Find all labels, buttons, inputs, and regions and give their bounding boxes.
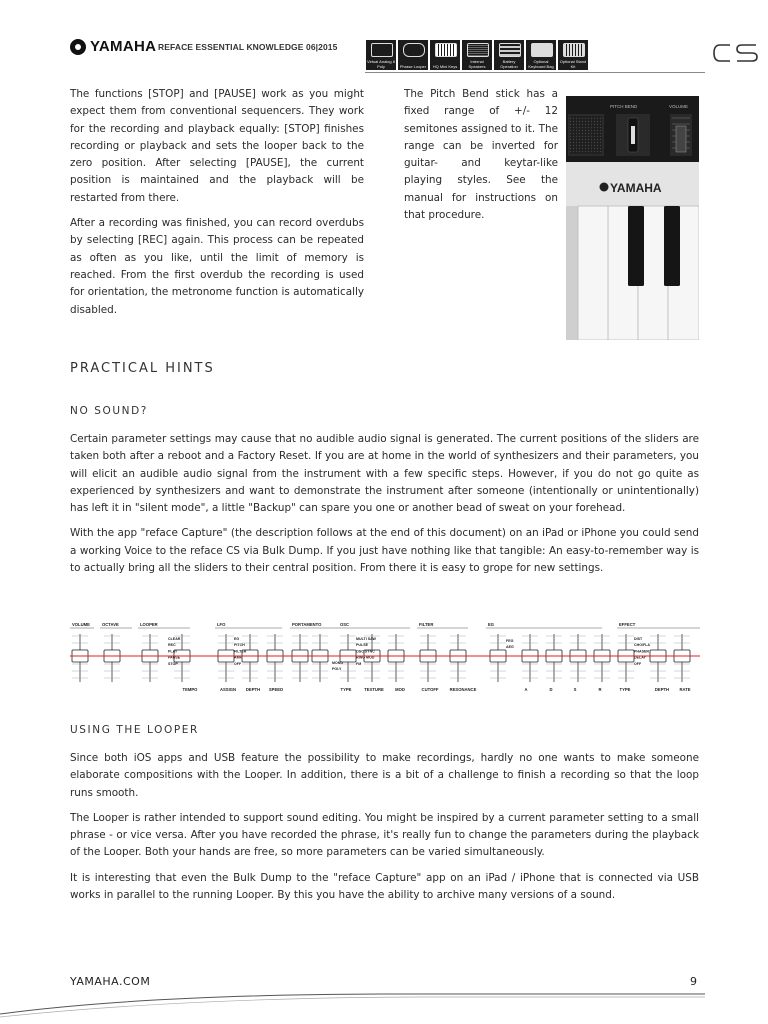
looper-option: CLEAR	[168, 637, 181, 641]
slider-bottom-label: CUTOFF	[421, 687, 439, 692]
slider-bottom-label: TYPE	[340, 687, 352, 692]
slider-bottom-label: MOD	[395, 687, 405, 692]
body-paragraph: The Looper is rather intended to support sound editing. You might be inspired by a current parameter setting to a small phrase - or vice versa. After you have recorded the phrase, it's really fun to change the parameters during the playback of the Looper. Both your hands are free, so more parameters can be varied simultaneously.	[70, 811, 699, 859]
yamaha-brand	[70, 38, 156, 55]
looper-option: STOP	[168, 661, 178, 666]
intro-paragraph: After a recording was finished, you can record overdubs by selecting [REC] again. This process can be repeated as often as you like, until the limit of memory is reached. From the first overdub the recording is used for orientation, the metronome function is automatically disabled.	[70, 217, 364, 316]
slider-bottom-label: RESONANCE	[449, 687, 477, 692]
feature-icons	[366, 40, 588, 70]
loop-icon: Phrase Looper	[398, 40, 428, 70]
waveform-icon: Virtual Analog 8 Poly	[366, 40, 396, 70]
tuning-fork-logo-icon	[70, 39, 86, 55]
footer-site: YAMAHA.COM	[70, 975, 151, 988]
keys-icon: HQ Mini Keys	[430, 40, 460, 70]
slider-bottom-label: TEXTURE	[364, 687, 384, 692]
osc-option: MULTI SAW	[356, 637, 376, 641]
effect-option: CHO/FLA	[634, 643, 650, 648]
slider-bottom-label: S	[573, 687, 577, 692]
document-subtitle: REFACE ESSENTIAL KNOWLEDGE 06|2015	[158, 42, 338, 52]
cs-product-logo	[712, 42, 762, 64]
looper-option: PAUSE	[168, 655, 181, 660]
slider-bottom-label: TEMPO	[182, 687, 198, 692]
photo-brand: YAMAHA	[610, 181, 662, 195]
body-paragraph: With the app "reface Capture" (the description follows at the end of this document) on an iPad or iPhone you could send a working Voice to the reface CS via Bulk Dump. If you just have nothing like that tangible: An easy-to-remember way is to actually bring all the sliders to their central position. From there it is easy to grope for new settings.	[70, 527, 699, 575]
stand-icon: Optional Stand Kit	[558, 40, 588, 70]
lfo-option: AMP	[234, 655, 242, 660]
eg-option: FEG	[506, 639, 514, 643]
body-paragraph: Certain parameter settings may cause that no audible audio signal is generated. The current positions of the sliders are taken both after a reboot and a Factory Reset. If you are at home in the world of synthesizers and their parameters, you will elicit an audible audio signal from the instrument with a few specific steps. However, if you do not go quite as experienced by synthesizers and want to demonstrate the instrument after someone (intentionally or unintentionally) has left it in "silent mode", a little "Backup" can spare you one or another bead of sweat on your forehead.	[70, 433, 699, 515]
slider-panel-diagram	[70, 620, 700, 694]
slider-bottom-label: TYPE	[619, 687, 631, 692]
effect-option: DIST	[634, 637, 643, 641]
synth-photo	[566, 96, 699, 340]
panel-section-label: LOOPER	[140, 622, 158, 627]
volume-label: VOLUME	[669, 104, 689, 109]
osc-option: RING MOD	[356, 655, 375, 660]
lfo-option: EG	[234, 637, 240, 641]
bag-icon: Optional Keyboard Bag	[526, 40, 556, 70]
panel-section-label: LFO	[217, 622, 226, 627]
lfo-option: PITCH	[234, 643, 245, 648]
slider-bottom-label: ASSIGN	[219, 687, 237, 692]
slider-bottom-label: A	[524, 687, 528, 692]
slider-bottom-label: R	[598, 687, 602, 692]
no-sound-text	[70, 431, 699, 585]
panel-section-label: OCTAVE	[102, 622, 119, 627]
battery-icon: Battery Operation	[494, 40, 524, 70]
section-title-practical-hints: PRACTICAL HINTS	[70, 361, 215, 376]
looper-option: PLAY	[168, 649, 178, 654]
osc-option: OSC SYNC	[356, 649, 375, 654]
osc-option: FM	[356, 661, 362, 666]
slider-bottom-label: DEPTH	[245, 687, 261, 692]
panel-section-label: OSC	[340, 622, 350, 627]
porta-option: POLY	[332, 667, 342, 672]
body-paragraph: It is interesting that even the Bulk Dump to the "reface Capture" app on an iPad / iPhone that is connected via USB works in parallel to the running Looper. By this you have the ability to archive many versions of a sound.	[70, 871, 699, 902]
intro-column-right	[404, 86, 558, 224]
effect-option: OFF	[634, 661, 642, 666]
header-rule	[365, 72, 705, 73]
panel-section-label: FILTER	[419, 622, 434, 627]
slider-bottom-label: D	[549, 687, 553, 692]
intro-paragraph: The functions [STOP] and [PAUSE] work as you might expect them from conventional sequencers. They work for the recording and playback equally: [STOP] finishes recording or playback and sets the looper back to the zero position. After selecting [PAUSE], the current position is maintained and the playback will be restarted from there.	[70, 88, 364, 204]
slider-bottom-label: DEPTH	[654, 687, 670, 692]
lfo-option: OFF	[234, 661, 242, 666]
panel-section-label: EFFECT	[619, 622, 636, 627]
panel-section-label: PORTAMENTO	[292, 622, 322, 627]
subheading-no-sound: NO SOUND?	[70, 405, 148, 417]
looper-text	[70, 750, 699, 912]
osc-option: PULSE	[356, 643, 368, 648]
pitch-bend-label: PITCH BEND	[610, 104, 638, 109]
looper-option: REC	[168, 643, 176, 648]
intro-column-left	[70, 86, 364, 327]
page-number: 9	[690, 975, 697, 988]
eg-option: AEG	[506, 645, 514, 650]
brand-text: YAMAHA	[90, 38, 157, 55]
subheading-using-looper: USING THE LOOPER	[70, 724, 199, 736]
porta-option: MONO	[332, 661, 344, 665]
effect-option: PHASER	[634, 649, 649, 654]
lfo-option: FILTER	[234, 649, 247, 654]
pitch-bend-paragraph: The Pitch Bend stick has a fixed range of +/- 12 semitones assigned to it. The range can be inverted for guitar- and keytar-like playing styles. See the manual for instructions on that procedure.	[404, 88, 558, 222]
slider-bottom-label: SPEED	[268, 687, 284, 692]
speaker-icon: Internal Speakers	[462, 40, 492, 70]
panel-section-label: VOLUME	[72, 622, 90, 627]
effect-option: DELAY	[634, 655, 646, 660]
slider-bottom-label: RATE	[679, 687, 691, 692]
footer-swoosh	[0, 990, 768, 1020]
panel-section-label: EG	[488, 622, 495, 627]
body-paragraph: Since both iOS apps and USB feature the possibility to make recordings, hardly no one wants to make someone elaborate compositions with the Looper. In addition, there is a bit of a challenge to finish a recording so that the loop runs smooth.	[70, 752, 699, 799]
